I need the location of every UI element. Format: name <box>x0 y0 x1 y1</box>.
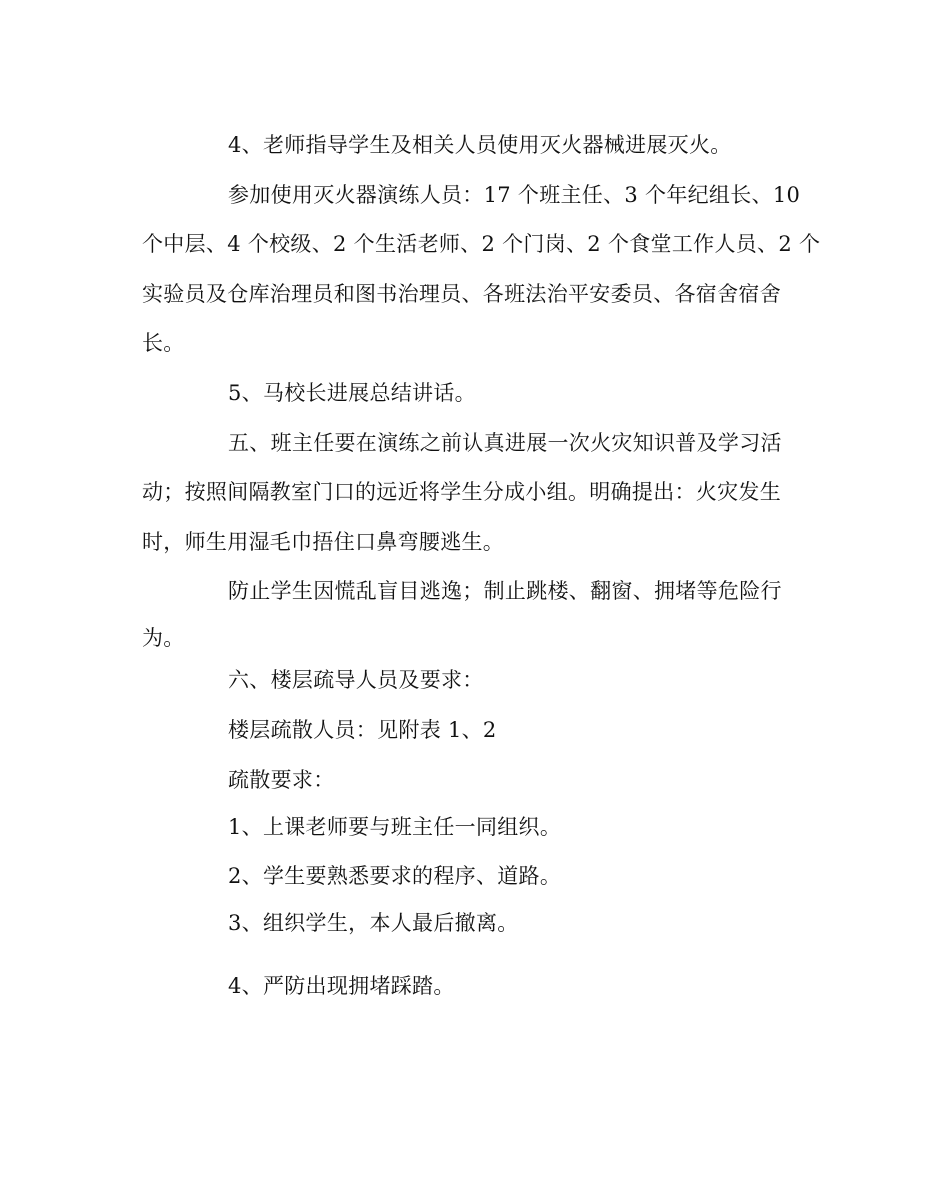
requirement-item-1: 1、上课老师要与班主任一同组织。 <box>228 815 562 839</box>
paragraph-prevent-line-2: 为。 <box>142 626 185 650</box>
requirement-item-2: 2、学生要熟悉要求的程序、道路。 <box>228 864 562 888</box>
paragraph-evacuation-requirements: 疏散要求： <box>228 768 335 792</box>
paragraph-section-5-line-1: 五、班主任要在演练之前认真进展一次火灾知识普及学习活 <box>228 431 782 455</box>
paragraph-floor-staff: 楼层疏散人员：见附表 1、2 <box>228 718 497 742</box>
paragraph-participants-line-1: 参加使用灭火器演练人员：17 个班主任、3 个年纪组长、10 <box>228 183 801 207</box>
paragraph-item-5: 5、马校长进展总结讲话。 <box>228 381 476 405</box>
paragraph-item-4: 4、老师指导学生及相关人员使用灭火器械进展灭火。 <box>228 133 732 157</box>
requirement-item-4: 4、严防出现拥堵踩踏。 <box>228 974 455 998</box>
paragraph-participants-line-4: 长。 <box>142 331 185 355</box>
paragraph-prevent-line-1: 防止学生因慌乱盲目逃逸；制止跳楼、翻窗、拥堵等危险行 <box>228 579 782 603</box>
paragraph-participants-line-3: 实验员及仓库治理员和图书治理员、各班法治平安委员、各宿舍宿舍 <box>142 282 781 306</box>
requirement-item-3: 3、组织学生，本人最后撤离。 <box>228 911 519 935</box>
paragraph-section-5-line-2: 动；按照间隔教室门口的远近将学生分成小组。明确提出：火灾发生 <box>142 480 781 504</box>
heading-section-6: 六、楼层疏导人员及要求： <box>228 668 484 692</box>
paragraph-section-5-line-3: 时，师生用湿毛巾捂住口鼻弯腰逃生。 <box>142 530 505 554</box>
paragraph-participants-line-2: 个中层、4 个校级、2 个生活老师、2 个门岗、2 个食堂工作人员、2 个 <box>142 232 821 256</box>
